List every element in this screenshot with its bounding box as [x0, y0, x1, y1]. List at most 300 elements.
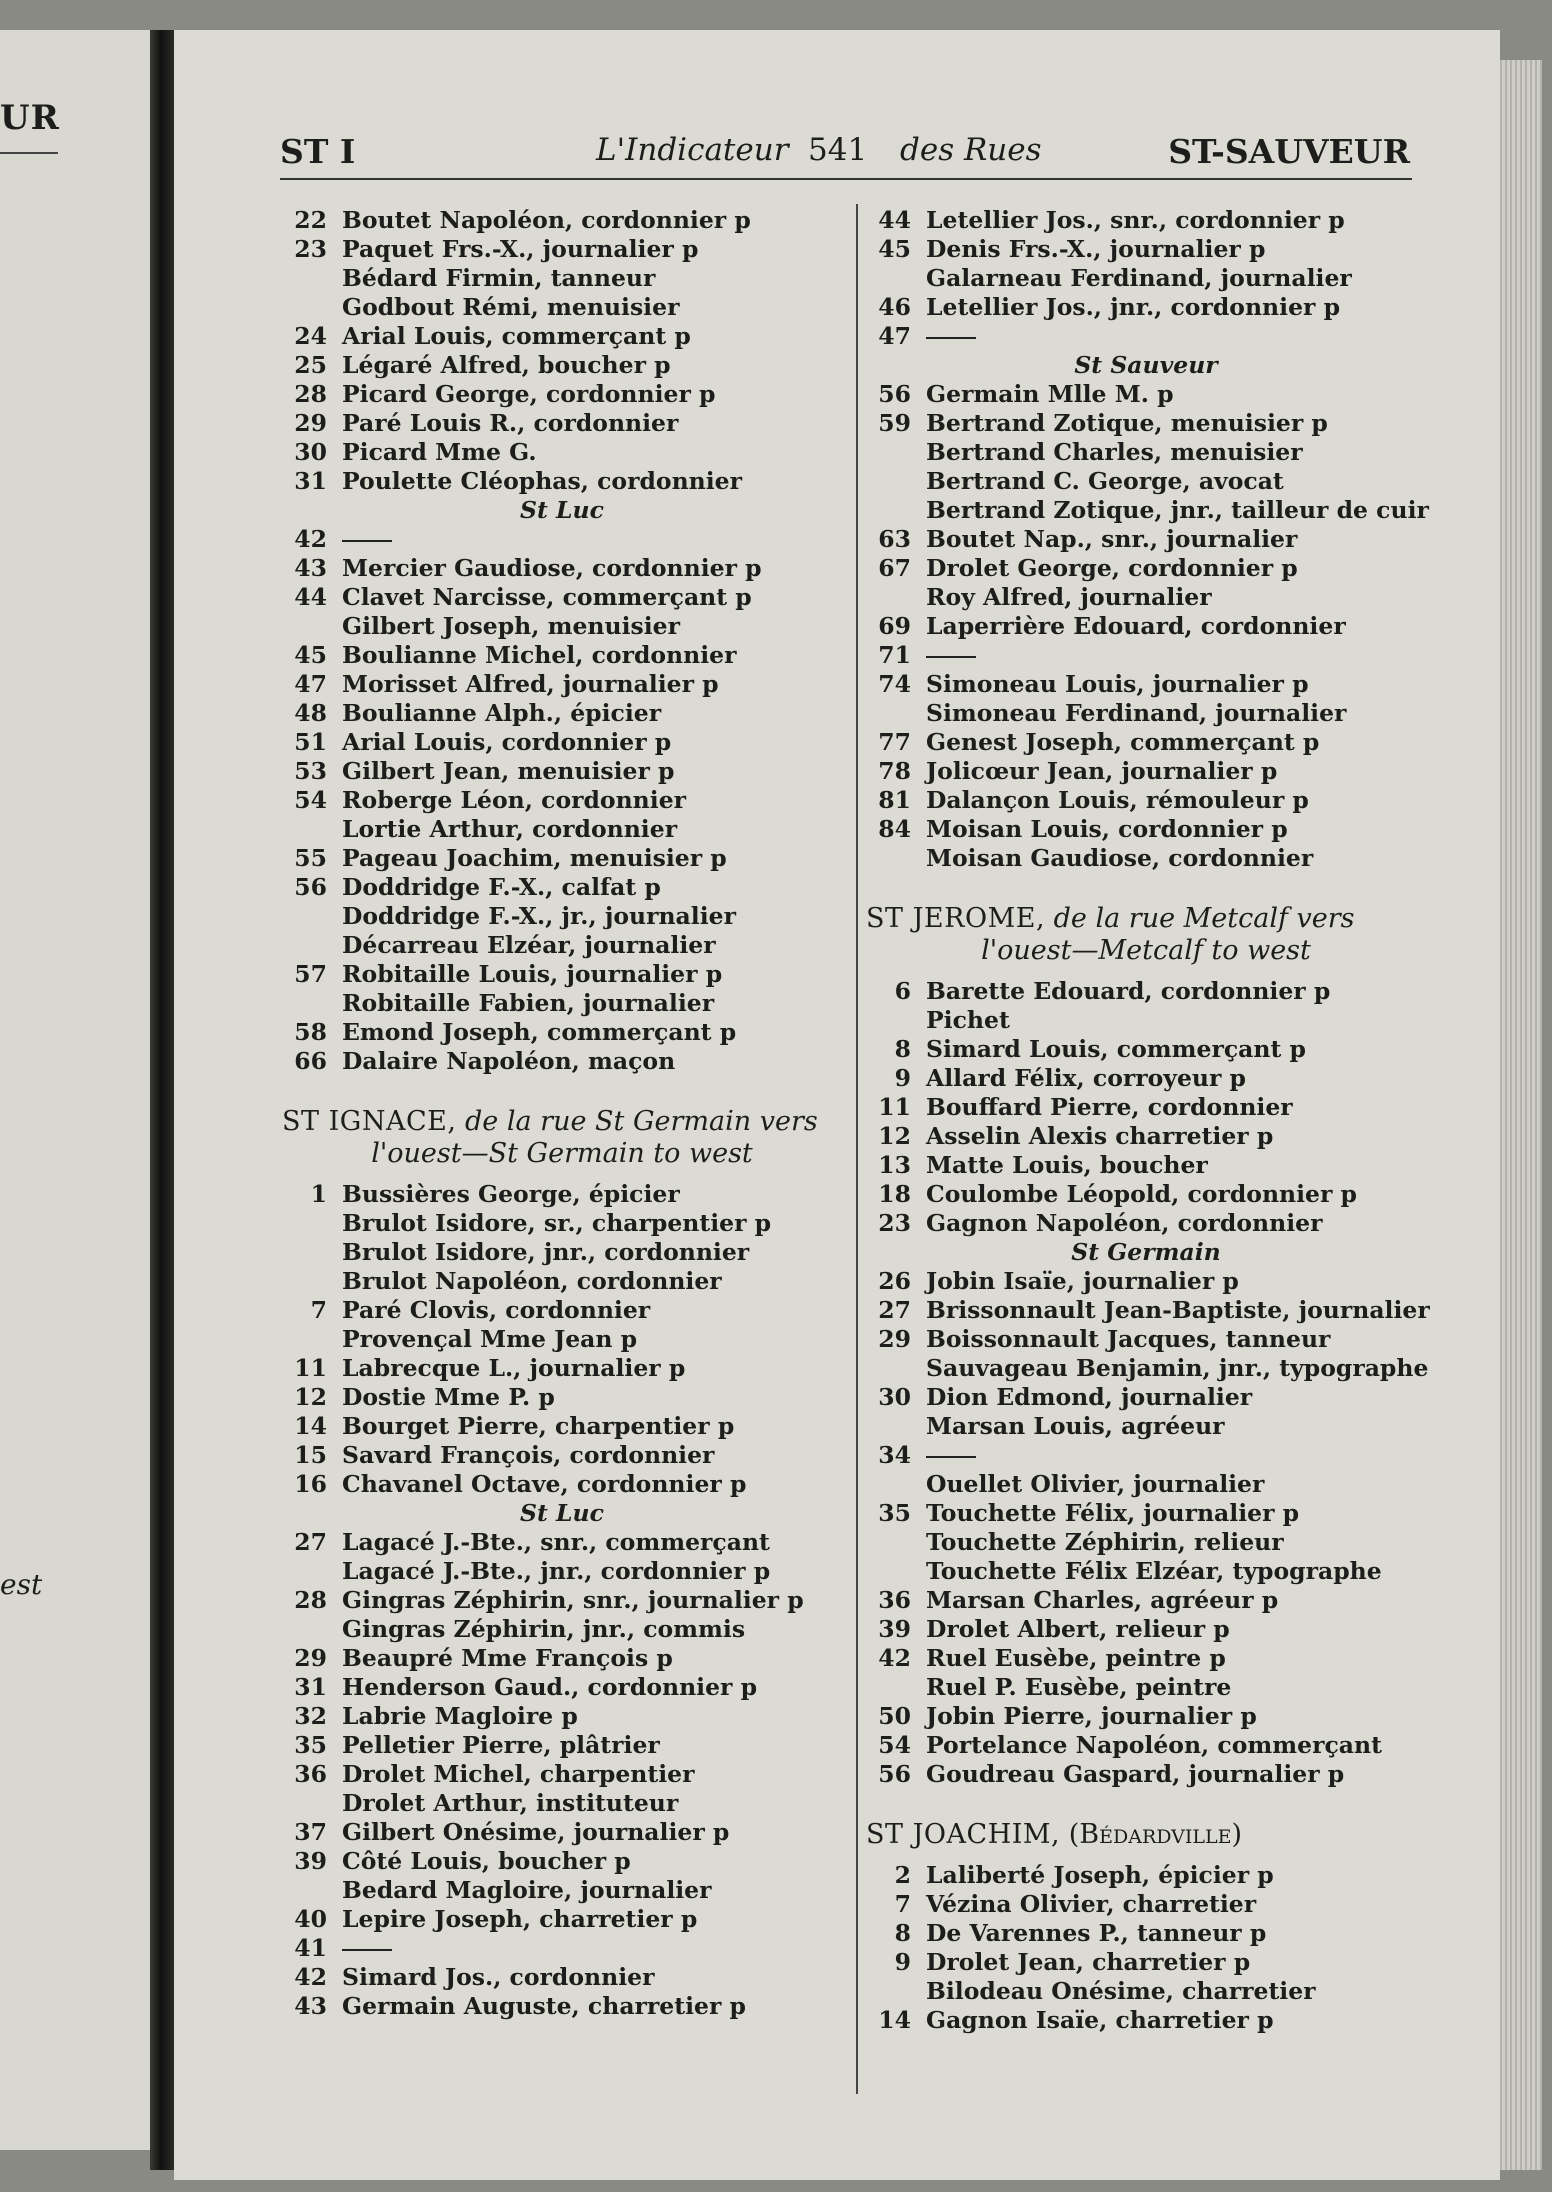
resident-entry: Bedard Magloire, journalier: [342, 1876, 712, 1904]
directory-entry: [282, 960, 842, 989]
resident-entry: Dalançon Louis, rémouleur p: [926, 786, 1309, 814]
resident-entry: Simard Jos., cordonnier: [342, 1963, 655, 1991]
left-column: [282, 206, 842, 2021]
house-number: 42: [878, 1644, 911, 1672]
resident-entry: Pageau Joachim, menuisier p: [342, 844, 727, 872]
cross-street-name: St Luc: [520, 1499, 604, 1527]
resident-entry: Poulette Cléophas, cordonnier: [342, 467, 743, 495]
directory-entry: [866, 380, 1426, 409]
vacant-dash: [926, 337, 976, 339]
resident-entry: Marsan Charles, agréeur p: [926, 1586, 1279, 1614]
house-number: 26: [878, 1267, 911, 1295]
resident-entry: Robitaille Louis, journalier p: [342, 960, 723, 988]
resident-entry: Provençal Mme Jean p: [342, 1325, 638, 1353]
directory-entry: [866, 1731, 1426, 1760]
cross-street-name: St Sauveur: [1074, 351, 1218, 379]
resident-entry: Côté Louis, boucher p: [342, 1847, 631, 1875]
directory-entry: [866, 1644, 1426, 1673]
directory-entry: [282, 1702, 842, 1731]
directory-entry: [282, 757, 842, 786]
resident-entry: Doddridge F.-X., calfat p: [342, 873, 661, 901]
house-number: 18: [878, 1180, 911, 1208]
resident-entry: Picard George, cordonnier p: [342, 380, 716, 408]
resident-entry: Paquet Frs.-X., journalier p: [342, 235, 699, 263]
header-ward: ST-SAUVEUR: [1168, 132, 1410, 171]
house-number: 39: [294, 1847, 327, 1875]
house-number: 66: [294, 1047, 327, 1075]
directory-entry: [282, 670, 842, 699]
running-header: [280, 126, 1410, 176]
directory-entry: [866, 1035, 1426, 1064]
directory-entry: [866, 1151, 1426, 1180]
directory-entry: [866, 612, 1426, 641]
directory-entry: [282, 409, 842, 438]
previous-page-text: est: [0, 1568, 43, 1601]
resident-entry: Barette Edouard, cordonnier p: [926, 977, 1331, 1005]
resident-entry: Gingras Zéphirin, snr., journalier p: [342, 1586, 804, 1614]
house-number: 63: [878, 525, 911, 553]
resident-entry: Simoneau Louis, journalier p: [926, 670, 1309, 698]
street-heading: [282, 1106, 842, 1170]
resident-entry: Galarneau Ferdinand, journalier: [926, 264, 1352, 292]
house-number: 42: [294, 525, 327, 553]
directory-entry: [866, 1122, 1426, 1151]
resident-entry: Bertrand Charles, menuisier: [926, 438, 1303, 466]
house-number: 27: [294, 1528, 327, 1556]
directory-entry: [866, 844, 1426, 873]
page-stack-edge: [1500, 60, 1542, 2170]
street-name: ST JOACHIM,: [866, 1819, 1061, 1850]
directory-entry: [282, 1325, 842, 1354]
directory-entry: [282, 206, 842, 235]
cross-street: [282, 1499, 842, 1528]
resident-entry: Arial Louis, commerçant p: [342, 322, 691, 350]
house-number: 16: [294, 1470, 327, 1498]
house-number: 78: [878, 757, 911, 785]
house-number: 56: [878, 1760, 911, 1788]
resident-entry: Touchette Félix, journalier p: [926, 1499, 1300, 1527]
street-direction: de la rue St Germain vers: [465, 1106, 818, 1137]
house-number: 71: [878, 641, 911, 669]
directory-entry: [866, 525, 1426, 554]
resident-entry: Brulot Isidore, jnr., cordonnier: [342, 1238, 750, 1266]
resident-entry: Boutet Nap., snr., journalier: [926, 525, 1298, 553]
directory-entry: [866, 206, 1426, 235]
directory-entry: [282, 1354, 842, 1383]
directory-entry: [866, 1586, 1426, 1615]
directory-entry: [866, 1354, 1429, 1383]
directory-entry: [282, 612, 842, 641]
house-number: 9: [894, 1948, 911, 1976]
resident-entry: Drolet Jean, charretier p: [926, 1948, 1251, 1976]
resident-entry: Bussières George, épicier: [342, 1180, 680, 1208]
resident-entry: Bourget Pierre, charpentier p: [342, 1412, 735, 1440]
street-direction-english: l'ouest—Metcalf to west: [981, 935, 1311, 966]
directory-entry: [282, 1789, 842, 1818]
resident-entry: Moisan Gaudiose, cordonnier: [926, 844, 1314, 872]
street-name: ST JEROME,: [866, 903, 1046, 934]
house-number: 34: [878, 1441, 911, 1469]
house-number: 30: [294, 438, 327, 466]
resident-entry: Labrie Magloire p: [342, 1702, 578, 1730]
resident-entry: Drolet Michel, charpentier: [342, 1760, 695, 1788]
resident-entry: Beaupré Mme François p: [342, 1644, 673, 1672]
resident-entry: Doddridge F.-X., jr., journalier: [342, 902, 736, 930]
directory-entry: [282, 989, 842, 1018]
directory-entry: [282, 1209, 842, 1238]
directory-entry: [282, 1905, 842, 1934]
resident-entry: Germain Mlle M. p: [926, 380, 1174, 408]
directory-entry: [282, 264, 842, 293]
house-number: 8: [894, 1035, 911, 1063]
directory-entry: [282, 699, 842, 728]
directory-entry: [866, 786, 1426, 815]
resident-entry: Savard François, cordonnier: [342, 1441, 715, 1469]
right-column: [866, 206, 1430, 2035]
resident-entry: Portelance Napoléon, commerçant: [926, 1731, 1382, 1759]
resident-entry: Sauvageau Benjamin, jnr., typographe: [926, 1354, 1429, 1382]
cross-street-name: St Germain: [1071, 1238, 1221, 1266]
directory-entry: [282, 1586, 842, 1615]
directory-entry: [866, 1412, 1426, 1441]
directory-entry: [866, 1760, 1426, 1789]
vacant-dash: [342, 1949, 392, 1951]
directory-entry: [866, 1557, 1426, 1586]
directory-entry: [866, 1006, 1426, 1035]
directory-entry: [866, 1383, 1426, 1412]
directory-entry: [282, 583, 842, 612]
resident-entry: Mercier Gaudiose, cordonnier p: [342, 554, 762, 582]
directory-entry: [866, 670, 1426, 699]
directory-entry: [282, 1018, 842, 1047]
section-gap: [282, 1170, 842, 1180]
directory-entry: [282, 1615, 842, 1644]
resident-entry: De Varennes P., tanneur p: [926, 1919, 1267, 1947]
section-gap: [866, 1851, 1426, 1861]
house-number: 44: [878, 206, 911, 234]
house-number: 6: [894, 977, 911, 1005]
directory-entry: [282, 293, 842, 322]
directory-entry: [282, 1470, 842, 1499]
directory-entry: [282, 844, 842, 873]
resident-entry: Drolet Arthur, instituteur: [342, 1789, 679, 1817]
resident-entry: Picard Mme G.: [342, 438, 537, 466]
directory-entry: [282, 1847, 842, 1876]
directory-entry: [866, 264, 1426, 293]
resident-entry: Dostie Mme P. p: [342, 1383, 555, 1411]
house-number: 45: [878, 235, 911, 263]
resident-entry: Lagacé J.-Bte., jnr., cordonnier p: [342, 1557, 771, 1585]
column-divider: [856, 204, 858, 2094]
directory-entry: [866, 1977, 1426, 2006]
resident-entry: Marsan Louis, agréeur: [926, 1412, 1225, 1440]
section-gap: [866, 873, 1426, 903]
directory-entry: [282, 728, 842, 757]
resident-entry: Ruel P. Eusèbe, peintre: [926, 1673, 1232, 1701]
house-number: 1: [310, 1180, 327, 1208]
street-district: (Bédardville): [1068, 1819, 1243, 1850]
resident-entry: Jobin Isaïe, journalier p: [926, 1267, 1239, 1295]
house-number: 23: [294, 235, 327, 263]
vacant-dash: [926, 1456, 976, 1458]
directory-entry: [866, 1861, 1426, 1890]
directory-entry: [866, 1064, 1426, 1093]
resident-entry: Henderson Gaud., cordonnier p: [342, 1673, 758, 1701]
resident-entry: Vézina Olivier, charretier: [926, 1890, 1257, 1918]
house-number: 29: [878, 1325, 911, 1353]
resident-entry: Brulot Isidore, sr., charpentier p: [342, 1209, 772, 1237]
house-number: 12: [878, 1122, 911, 1150]
resident-entry: Lepire Joseph, charretier p: [342, 1905, 698, 1933]
house-number: 13: [878, 1151, 911, 1179]
vacant-entry: [282, 525, 842, 554]
directory-entry: [282, 1441, 842, 1470]
house-number: 54: [294, 786, 327, 814]
resident-entry: Brulot Napoléon, cordonnier: [342, 1267, 722, 1295]
resident-entry: Goudreau Gaspard, journalier p: [926, 1760, 1345, 1788]
resident-entry: Laliberté Joseph, épicier p: [926, 1861, 1274, 1889]
house-number: 29: [294, 1644, 327, 1672]
header-rule: [280, 178, 1412, 180]
resident-entry: Bédard Firmin, tanneur: [342, 264, 656, 292]
house-number: 42: [294, 1963, 327, 1991]
house-number: 41: [294, 1934, 327, 1962]
directory-entry: [282, 380, 842, 409]
house-number: 77: [878, 728, 911, 756]
resident-entry: Letellier Jos., snr., cordonnier p: [926, 206, 1345, 234]
resident-entry: Gagnon Isaïe, charretier p: [926, 2006, 1274, 2034]
directory-entry: [282, 351, 842, 380]
directory-entry: [282, 1047, 842, 1076]
street-direction-english: l'ouest—St Germain to west: [371, 1138, 753, 1169]
resident-entry: Boissonnault Jacques, tanneur: [926, 1325, 1331, 1353]
street-heading: [866, 903, 1426, 967]
resident-entry: Simard Louis, commerçant p: [926, 1035, 1306, 1063]
house-number: 37: [294, 1818, 327, 1846]
house-number: 69: [878, 612, 911, 640]
house-number: 27: [878, 1296, 911, 1324]
house-number: 84: [878, 815, 911, 843]
house-number: 15: [294, 1441, 327, 1469]
directory-entry: [866, 1919, 1426, 1948]
directory-entry: [282, 1876, 842, 1905]
house-number: 7: [310, 1296, 327, 1324]
resident-entry: Godbout Rémi, menuisier: [342, 293, 680, 321]
directory-entry: [282, 641, 842, 670]
header-title: L'Indicateur: [596, 132, 789, 168]
resident-entry: Touchette Zéphirin, relieur: [926, 1528, 1284, 1556]
directory-entry: [866, 438, 1426, 467]
house-number: 50: [878, 1702, 911, 1730]
resident-entry: Bouffard Pierre, cordonnier: [926, 1093, 1293, 1121]
resident-entry: Ouellet Olivier, journalier: [926, 1470, 1265, 1498]
directory-entry: [282, 815, 842, 844]
directory-entry: [282, 1760, 842, 1789]
house-number: 28: [294, 380, 327, 408]
resident-entry: Jobin Pierre, journalier p: [926, 1702, 1257, 1730]
resident-entry: Lortie Arthur, cordonnier: [342, 815, 678, 843]
resident-entry: Moisan Louis, cordonnier p: [926, 815, 1288, 843]
vacant-entry: [866, 322, 1426, 351]
directory-entry: [866, 1209, 1426, 1238]
house-number: 9: [894, 1064, 911, 1092]
directory-entry: [282, 786, 842, 815]
directory-entry: [866, 1470, 1426, 1499]
cross-street: [282, 496, 842, 525]
resident-entry: Bilodeau Onésime, charretier: [926, 1977, 1316, 2005]
street-name: ST IGNACE,: [282, 1106, 457, 1137]
resident-entry: Asselin Alexis charretier p: [926, 1122, 1274, 1150]
resident-entry: Drolet Albert, relieur p: [926, 1615, 1230, 1643]
house-number: 46: [878, 293, 911, 321]
section-gap: [282, 1076, 842, 1106]
house-number: 40: [294, 1905, 327, 1933]
book-gutter: [150, 30, 174, 2170]
resident-entry: Genest Joseph, commerçant p: [926, 728, 1320, 756]
house-number: 43: [294, 554, 327, 582]
resident-entry: Labrecque L., journalier p: [342, 1354, 686, 1382]
directory-entry: [282, 1992, 842, 2021]
house-number: 11: [878, 1093, 911, 1121]
resident-entry: Jolicœur Jean, journalier p: [926, 757, 1278, 785]
resident-entry: Letellier Jos., jnr., cordonnier p: [926, 293, 1341, 321]
house-number: 53: [294, 757, 327, 785]
resident-entry: Coulombe Léopold, cordonnier p: [926, 1180, 1357, 1208]
directory-entry: [866, 728, 1426, 757]
cross-street: [866, 1238, 1426, 1267]
directory-entry: [866, 583, 1426, 612]
resident-entry: Robitaille Fabien, journalier: [342, 989, 715, 1017]
resident-entry: Drolet George, cordonnier p: [926, 554, 1298, 582]
resident-entry: Laperrière Edouard, cordonnier: [926, 612, 1346, 640]
cross-street: [866, 351, 1426, 380]
house-number: 51: [294, 728, 327, 756]
house-number: 39: [878, 1615, 911, 1643]
directory-entry: [282, 1180, 842, 1209]
directory-entry: [282, 1383, 842, 1412]
house-number: 81: [878, 786, 911, 814]
directory-entry: [866, 409, 1426, 438]
house-number: 35: [878, 1499, 911, 1527]
directory-entry: [282, 1238, 842, 1267]
directory-entry: [282, 235, 842, 264]
previous-page-header: UR: [0, 98, 60, 138]
directory-entry: [282, 1673, 842, 1702]
resident-entry: Gilbert Onésime, journalier p: [342, 1818, 730, 1846]
resident-entry: Roy Alfred, journalier: [926, 583, 1212, 611]
house-number: 11: [294, 1354, 327, 1382]
house-number: 47: [294, 670, 327, 698]
directory-entry: [282, 438, 842, 467]
house-number: 25: [294, 351, 327, 379]
directory-entry: [282, 554, 842, 583]
house-number: 23: [878, 1209, 911, 1237]
resident-entry: Gilbert Joseph, menuisier: [342, 612, 680, 640]
house-number: 14: [294, 1412, 327, 1440]
directory-entry: [866, 1948, 1426, 1977]
house-number: 14: [878, 2006, 911, 2034]
directory-entry: [282, 322, 842, 351]
resident-entry: Boulianne Alph., épicier: [342, 699, 662, 727]
directory-entry: [866, 757, 1426, 786]
house-number: 22: [294, 206, 327, 234]
directory-entry: [866, 293, 1426, 322]
resident-entry: Matte Louis, boucher: [926, 1151, 1208, 1179]
resident-entry: Paré Louis R., cordonnier: [342, 409, 679, 437]
directory-entry: [866, 1267, 1426, 1296]
page-number: 541: [808, 132, 868, 168]
resident-entry: Emond Joseph, commerçant p: [342, 1018, 737, 1046]
resident-entry: Chavanel Octave, cordonnier p: [342, 1470, 747, 1498]
house-number: 55: [294, 844, 327, 872]
house-number: 12: [294, 1383, 327, 1411]
vacant-entry: [866, 1441, 1426, 1470]
street-heading: [866, 1819, 1426, 1851]
resident-entry: Morisset Alfred, journalier p: [342, 670, 719, 698]
house-number: 28: [294, 1586, 327, 1614]
directory-entry: [282, 1412, 842, 1441]
resident-entry: Paré Clovis, cordonnier: [342, 1296, 651, 1324]
resident-entry: Bertrand C. George, avocat: [926, 467, 1284, 495]
directory-entry: [282, 931, 842, 960]
resident-entry: Touchette Félix Elzéar, typographe: [926, 1557, 1382, 1585]
directory-entry: [866, 554, 1426, 583]
house-number: 32: [294, 1702, 327, 1730]
house-number: 30: [878, 1383, 911, 1411]
house-number: 7: [894, 1890, 911, 1918]
resident-entry: Simoneau Ferdinand, journalier: [926, 699, 1347, 727]
directory-entry: [282, 1644, 842, 1673]
house-number: 47: [878, 322, 911, 350]
house-number: 44: [294, 583, 327, 611]
house-number: 31: [294, 1673, 327, 1701]
directory-entry: [866, 1093, 1426, 1122]
house-number: 36: [878, 1586, 911, 1614]
house-number: 35: [294, 1731, 327, 1759]
header-street-range: ST I: [280, 132, 356, 171]
resident-entry: Brissonnault Jean-Baptiste, journalier: [926, 1296, 1430, 1324]
resident-entry: Bertrand Zotique, jnr., tailleur de cuir: [926, 496, 1429, 524]
house-number: 74: [878, 670, 911, 698]
directory-entry: [866, 1499, 1426, 1528]
vacant-dash: [342, 540, 392, 542]
house-number: 31: [294, 467, 327, 495]
resident-entry: Gingras Zéphirin, jnr., commis: [342, 1615, 746, 1643]
house-number: 67: [878, 554, 911, 582]
resident-entry: Décarreau Elzéar, journalier: [342, 931, 716, 959]
directory-entry: [282, 467, 842, 496]
previous-page-rule: [0, 152, 58, 154]
directory-entry: [282, 873, 842, 902]
cross-street-name: St Luc: [520, 496, 604, 524]
resident-entry: Roberge Léon, cordonnier: [342, 786, 687, 814]
directory-entry: [866, 1702, 1426, 1731]
resident-entry: Gilbert Jean, menuisier p: [342, 757, 675, 785]
directory-entry: [282, 1296, 842, 1325]
house-number: 36: [294, 1760, 327, 1788]
directory-entry: [282, 1557, 842, 1586]
vacant-entry: [282, 1934, 842, 1963]
directory-entry: [866, 977, 1426, 1006]
resident-entry: Denis Frs.-X., journalier p: [926, 235, 1266, 263]
directory-entry: [282, 1731, 842, 1760]
directory-entry: [866, 699, 1426, 728]
section-gap: [866, 1789, 1426, 1819]
directory-entry: [866, 1528, 1426, 1557]
directory-entry: [866, 1890, 1426, 1919]
directory-entry: [866, 1180, 1426, 1209]
house-number: 24: [294, 322, 327, 350]
